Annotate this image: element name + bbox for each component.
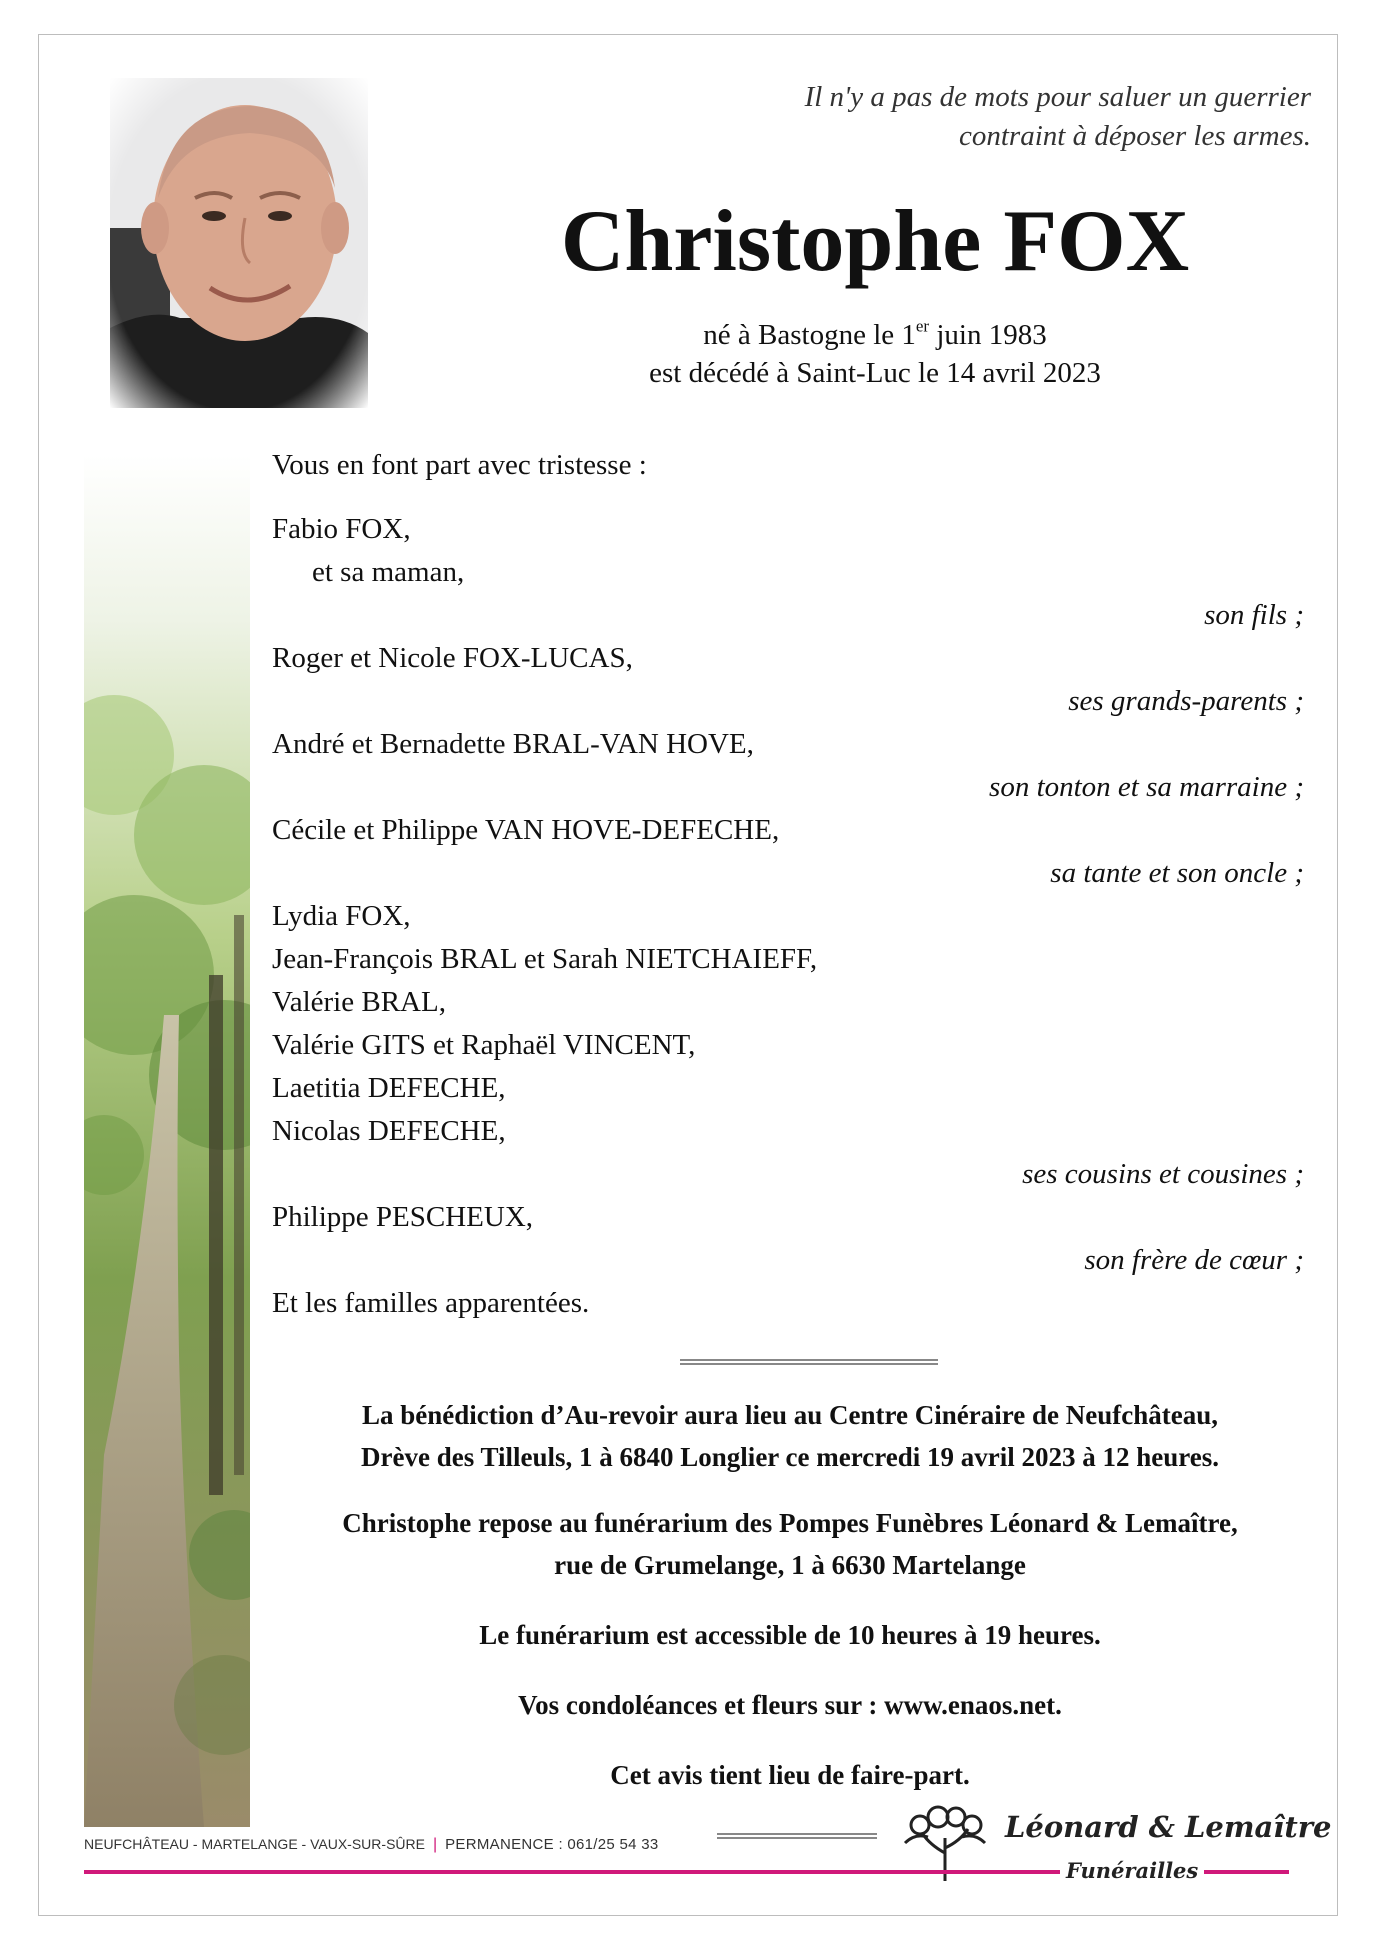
condolences-line: Vos condoléances et fleurs sur : www.enaos.net. [518,1690,1062,1720]
repose-line-1: Christophe repose au funérarium des Pompes Funèbres Léonard & Lemaître, [342,1508,1238,1538]
family-group [272,508,1312,637]
deceased-name: Christophe FOX [560,193,1190,290]
family-name: Jean-François BRAL et Sarah NIETCHAIEFF, [272,943,818,975]
family-name: Lydia FOX, [272,900,411,932]
footer-contact [84,1836,659,1854]
double-divider [680,1359,938,1365]
family-group [272,895,1312,1196]
family-group [272,1196,1312,1282]
visiting-hours: Le funérarium est accessible de 10 heures à 19 heures. [479,1620,1101,1650]
family-name: Cécile et Philippe VAN HOVE-DEFECHE, [272,814,780,846]
family-group [272,723,1312,809]
relation-label: ses grands-parents ; [1068,685,1304,717]
family-name: Valérie BRAL, [272,986,446,1018]
funeral-home-tagline: Funérailles [1060,1858,1204,1883]
ceremony-info [250,1394,1330,1796]
death-line: est décédé à Saint-Luc le 14 avril 2023 [649,357,1101,389]
family-name: Fabio FOX, [272,513,411,545]
logo-divider [717,1833,877,1839]
closing-line: Et les familles apparentées. [272,1287,590,1319]
family-group [272,809,1312,895]
deceased-photo [110,78,368,408]
footer-separator: | [432,1836,438,1853]
quote-line-2: contraint à déposer les armes. [959,120,1311,152]
family-group [272,637,1312,723]
ceremony-line-2: Drève des Tilleuls, 1 à 6840 Longlier ce mercredi 19 avril 2023 à 12 heures. [361,1442,1219,1472]
epitaph-quote [611,78,1311,156]
family-name: Philippe PESCHEUX, [272,1201,534,1233]
family-name: André et Bernadette BRAL-VAN HOVE, [272,728,754,760]
ceremony-line-1: La bénédiction d’Au-revoir aura lieu au Centre Cinéraire de Neufchâteau, [362,1400,1218,1430]
family-name: Laetitia DEFECHE, [272,1072,506,1104]
family-name: et sa maman, [312,556,465,588]
relation-label: ses cousins et cousines ; [1022,1158,1304,1190]
family-name: Nicolas DEFECHE, [272,1115,506,1147]
funeral-home-logo: Léonard & Lemaître [1005,1810,1332,1844]
life-dates [550,316,1200,392]
relation-label: son frère de cœur ; [1084,1244,1304,1276]
relation-label: son fils ; [1204,599,1304,631]
footer-permanence: PERMANENCE : 061/25 54 33 [445,1836,659,1853]
notice-line: Cet avis tient lieu de faire-part. [610,1760,970,1790]
relation-label: son tonton et sa marraine ; [989,771,1304,803]
repose-line-2: rue de Grumelange, 1 à 6630 Martelange [554,1550,1026,1580]
announcement-intro: Vous en font part avec tristesse : [272,449,647,481]
quote-line-1: Il n'y a pas de mots pour saluer un guerrier [804,81,1311,113]
family-name: Roger et Nicole FOX-LUCAS, [272,642,633,674]
announcement-body [272,444,1312,1325]
family-name: Valérie GITS et Raphaël VINCENT, [272,1029,696,1061]
relation-label: sa tante et son oncle ; [1050,857,1304,889]
footer-locations: NEUFCHÂTEAU - MARTELANGE - VAUX-SUR-SÛRE [84,1836,425,1852]
forest-path-image [84,455,250,1827]
birth-line: né à Bastogne le 1er juin 1983 [703,316,1047,351]
